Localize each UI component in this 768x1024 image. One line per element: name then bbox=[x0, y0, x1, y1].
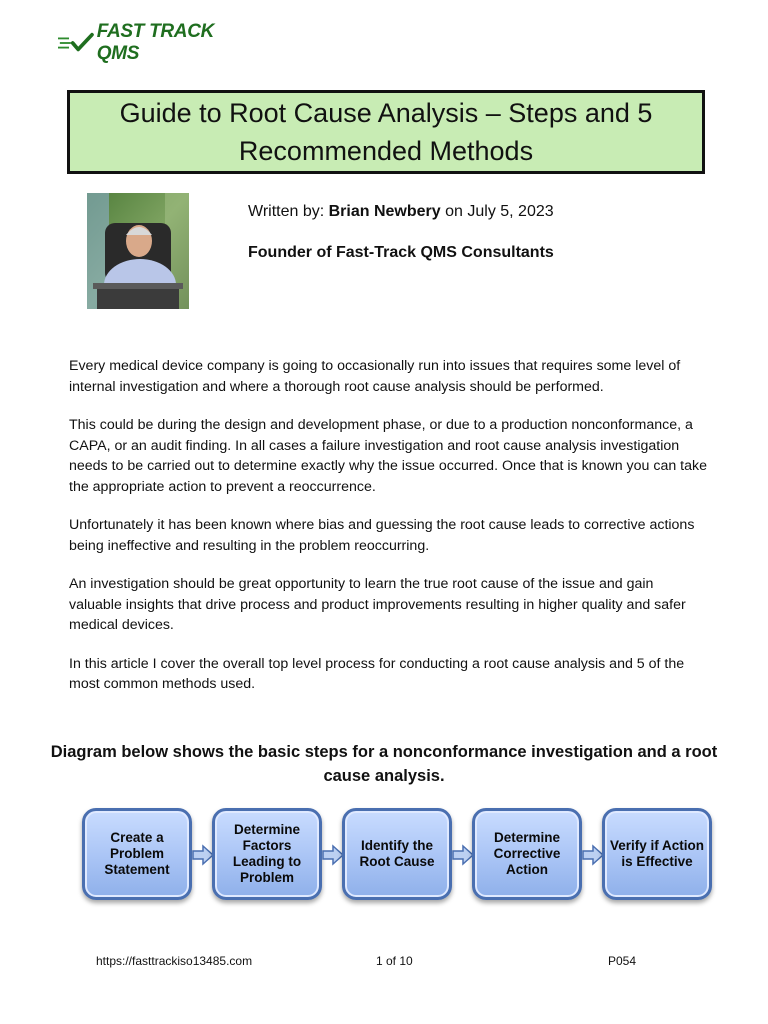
title-box bbox=[67, 90, 705, 174]
flow-step-verify-action: Verify if Action is Effective bbox=[602, 808, 712, 900]
logo-text: FAST TRACK QMS bbox=[96, 21, 215, 64]
arrow-right-icon bbox=[322, 844, 344, 866]
byline bbox=[248, 203, 554, 221]
footer-url[interactable]: https://fasttrackiso13485.com bbox=[96, 954, 253, 968]
checkmark-logo-icon bbox=[58, 31, 95, 55]
paragraph: In this article I cover the overall top level process for conducting a root cause analysis and 5 of the most common methods used. bbox=[69, 655, 685, 692]
arrow-right-icon bbox=[582, 844, 604, 866]
paragraph: Every medical device company is going to occasionally run into issues that requires some level of internal investigation and where a thorough root cause analysis should be performed. bbox=[69, 358, 681, 395]
arrow-right-icon bbox=[192, 844, 214, 866]
article-body bbox=[69, 356, 709, 713]
paragraph: This could be during the design and development phase, or due to a production nonconformance, a CAPA, or an audit finding. In all cases a failure investigation and root cause analysis investigation needs to be carried out to determine exactly why the issue occurred. Once that is known you can take the appropriate action to prevent a reoccurrence. bbox=[69, 417, 707, 495]
byline-prefix: Written by: bbox=[248, 203, 325, 220]
diagram-heading: Diagram below shows the basic steps for a nonconformance investigation and a root cause analysis. bbox=[50, 743, 718, 785]
publish-date: on July 5, 2023 bbox=[445, 203, 554, 220]
footer-page-number: 1 of 10 bbox=[376, 954, 413, 968]
author-name: Brian Newbery bbox=[328, 203, 441, 220]
paragraph: An investigation should be great opportunity to learn the true root cause of the issue and gain valuable insights that drive process and product improvements resulting in higher quality and safer medical devices. bbox=[69, 576, 686, 633]
arrow-right-icon bbox=[452, 844, 474, 866]
flow-step-determine-corrective-action: Determine Corrective Action bbox=[472, 808, 582, 900]
flow-step-identify-root-cause: Identify the Root Cause bbox=[342, 808, 452, 900]
author-role: Founder of Fast-Track QMS Consultants bbox=[248, 244, 554, 261]
footer-document-code: P054 bbox=[608, 954, 637, 968]
page-title: Guide to Root Cause Analysis – Steps and 5 Recommended Methods bbox=[119, 98, 653, 166]
company-logo bbox=[58, 21, 248, 64]
paragraph: Unfortunately it has been known where bias and guessing the root cause leads to corrective actions being ineffective and resulting in the problem reoccurring. bbox=[69, 517, 695, 554]
flow-step-create-problem-statement: Create a Problem Statement bbox=[82, 808, 192, 900]
author-photo bbox=[87, 193, 189, 309]
flow-step-determine-factors: Determine Factors Leading to Problem bbox=[212, 808, 322, 900]
process-flow-diagram bbox=[78, 808, 718, 908]
